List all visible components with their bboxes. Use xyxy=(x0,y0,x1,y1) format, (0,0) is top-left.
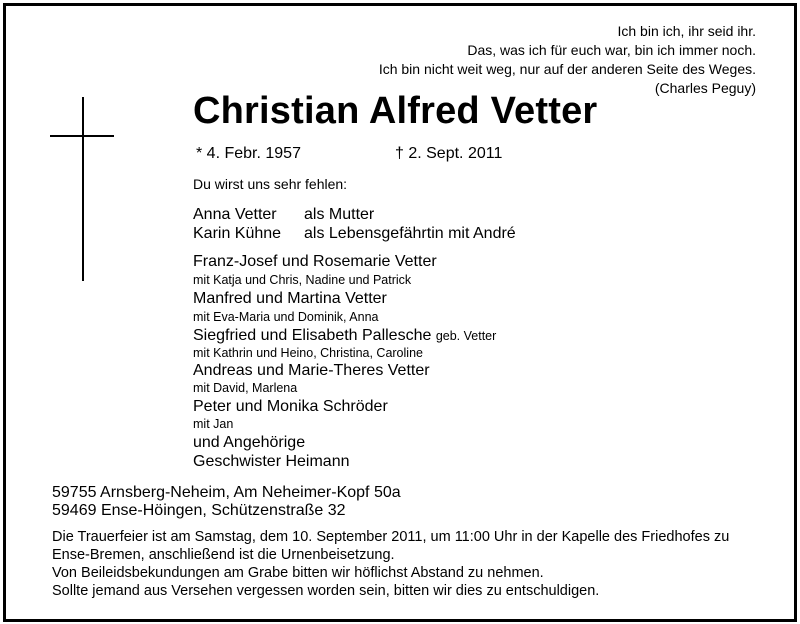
deceased-name: Christian Alfred Vetter xyxy=(193,90,598,132)
family-children: mit Kathrin und Heino, Christina, Caroline xyxy=(193,346,423,360)
birth-date: * 4. Febr. 1957 xyxy=(196,145,301,162)
notice-line: Die Trauerfeier ist am Samstag, dem 10. September 2011, um 11:00 Uhr in der Kapelle des Friedhofes zu xyxy=(52,529,730,545)
notice-line: Sollte jemand aus Versehen vergessen worden sein, bitten wir dies zu entschuldigen. xyxy=(52,583,600,599)
relatives-line: und Angehörige xyxy=(193,434,306,451)
family-children: mit Jan xyxy=(193,417,234,431)
address-line: 59469 Ense-Höingen, Schützenstraße 32 xyxy=(52,502,346,519)
family-children: mit Eva-Maria und Dominik, Anna xyxy=(193,310,379,324)
family-name: Siegfried und Elisabeth Pallesche xyxy=(193,327,432,344)
intro-text: Du wirst uns sehr fehlen: xyxy=(193,176,348,192)
family-children: mit Katja und Chris, Nadine und Patrick xyxy=(193,273,412,287)
cross-icon-bar xyxy=(50,135,114,137)
notice-line: Ense-Bremen, anschließend ist die Urnenbeisetzung. xyxy=(52,547,395,563)
mourner-relation: als Lebensgefährtin mit André xyxy=(304,225,516,242)
family-children: mit David, Marlena xyxy=(193,381,298,395)
poem-line: Das, was ich für euch war, bin ich immer noch. xyxy=(467,42,756,58)
family-name: Peter und Monika Schröder xyxy=(193,398,388,415)
family-name: Andreas und Marie-Theres Vetter xyxy=(193,362,430,379)
family-name: Franz-Josef und Rosemarie Vetter xyxy=(193,253,437,270)
family-name: Manfred und Martina Vetter xyxy=(193,290,387,307)
family-entry xyxy=(193,327,496,345)
notice-line: Von Beileidsbekundungen am Grabe bitten wir höflichst Abstand zu nehmen. xyxy=(52,565,544,581)
family-note: geb. Vetter xyxy=(435,329,497,343)
poem-attribution: (Charles Peguy) xyxy=(654,80,756,96)
address-line: 59755 Arnsberg-Neheim, Am Neheimer-Kopf 50a xyxy=(52,484,401,501)
death-date: † 2. Sept. 2011 xyxy=(395,145,503,162)
mourner-relation: als Mutter xyxy=(304,206,375,223)
relatives-line: Geschwister Heimann xyxy=(193,453,350,470)
poem xyxy=(379,22,756,98)
cross-icon xyxy=(82,97,84,281)
mourner-name: Karin Kühne xyxy=(193,225,282,242)
poem-line: Ich bin nicht weit weg, nur auf der anderen Seite des Weges. xyxy=(378,61,756,77)
mourner-name: Anna Vetter xyxy=(193,206,277,223)
funeral-notice xyxy=(52,528,729,600)
poem-line: Ich bin ich, ihr seid ihr. xyxy=(617,23,756,39)
